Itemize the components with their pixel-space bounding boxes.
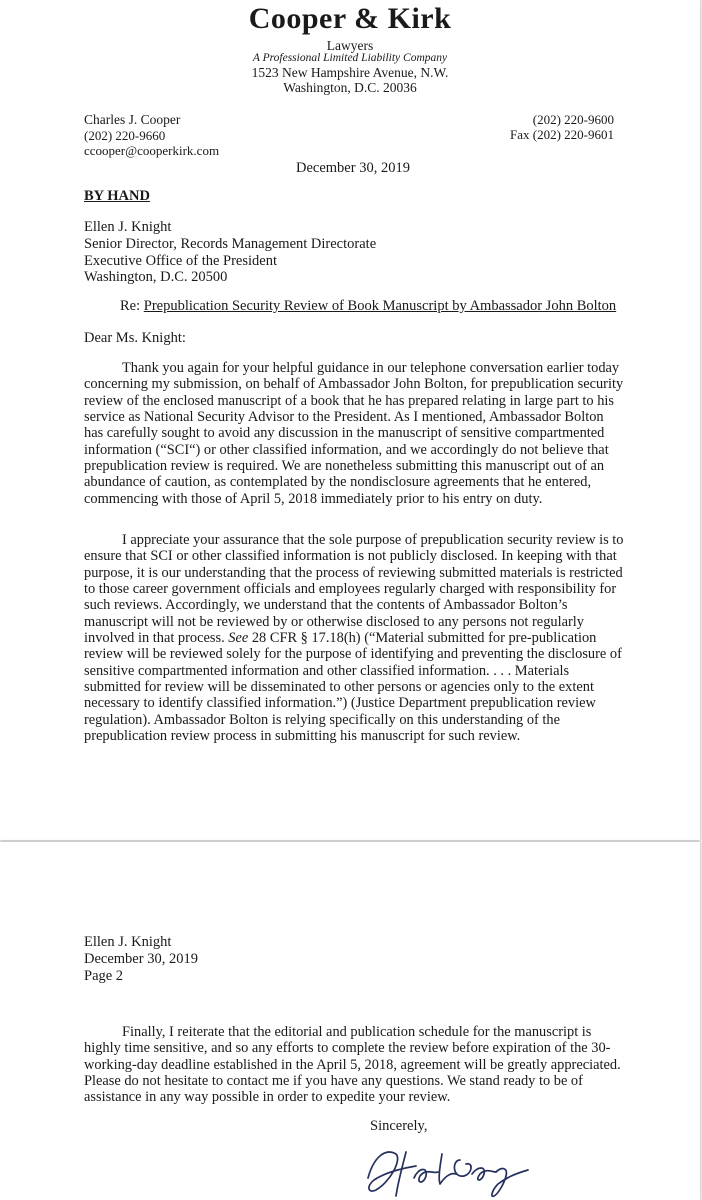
page-number: Page 2 bbox=[84, 968, 124, 984]
subject-prefix: Re: bbox=[120, 298, 144, 314]
closing: Sincerely, bbox=[370, 1118, 428, 1134]
salutation: Dear Ms. Knight: bbox=[84, 330, 186, 346]
recipient-office: Executive Office of the President bbox=[84, 253, 277, 269]
subject-text: Prepublication Security Review of Book Manuscript by Ambassador John Bolton bbox=[143, 298, 617, 314]
body-paragraph-3: Finally, I reiterate that the editorial and publication schedule for the manuscript is highly time sensitive, and so any efforts to complete the review before expiration of the 30-working-day deadline established in the April 5, 2018, agreement will be greatly appreciated. Please do not hesitate to contact me if you have any questions. We stand ready to be of assistance in any way possible in order to expedite your review. bbox=[84, 1024, 621, 1106]
firm-address-line2: Washington, D.C. 20036 bbox=[283, 80, 417, 95]
firm-address-line1: 1523 New Hampshire Avenue, N.W. bbox=[251, 65, 449, 80]
firm-fax: Fax (202) 220-9601 bbox=[510, 127, 614, 142]
firm-entity-type: A Professional Limited Liability Company bbox=[252, 52, 448, 64]
body-paragraph-1: Thank you again for your helpful guidance in our telephone conversation earlier today concerning my submission, on behalf of Ambassador John Bolton, for prepublication security review of the enclosed manuscript of a book that he has prepared relating in large part to his service as National Security Advisor to the President. As I mentioned, Ambassador Bolton has carefully sought to avoid any discussion in the manuscript of sensitive compartmented information (“SCI“) or other classified information, and we accordingly do not believe that prepublication review is required. We are nonetheless submitting this manuscript out of an abundance of caution, as contemplated by the nondisclosure agreements that he entered, commencing with those of April 5, 2018 immediately prior to his entry on duty. bbox=[84, 360, 624, 507]
recipient-title: Senior Director, Records Management Directorate bbox=[84, 236, 377, 252]
see-signal: See bbox=[228, 630, 249, 647]
subject-line bbox=[120, 298, 616, 315]
firm-phone: (202) 220-9600 bbox=[532, 112, 614, 127]
page-2-date: December 30, 2019 bbox=[84, 951, 198, 967]
paragraph-2-part-2: 28 CFR § 17.18(h) (“Material submitted for pre-publication review will be reviewed solely for the purpose of identifying and preventing the disclosure of sensitive compartmented information and other classified information. . . . Materials submitted for review will be disseminated to other persons or agencies only to the extent necessary to identify classified information.”) (Justice Department prepublication review regulation). Ambassador Bolton is relying specifically on this understanding of the prepublication review process in submitting his manuscript for such review. bbox=[84, 630, 622, 745]
sender-email: ccooper@cooperkirk.com bbox=[84, 143, 220, 158]
delivery-method: BY HAND bbox=[84, 188, 150, 204]
firm-name: Cooper & Kirk bbox=[248, 2, 452, 35]
letter-page-2 bbox=[0, 842, 700, 1200]
page-2-recipient: Ellen J. Knight bbox=[84, 934, 172, 950]
signature-image bbox=[356, 1138, 532, 1200]
recipient-city: Washington, D.C. 20500 bbox=[84, 269, 228, 285]
sender-phone: (202) 220-9660 bbox=[84, 128, 166, 143]
firm-subtitle: Lawyers bbox=[326, 38, 374, 53]
body-paragraph-2 bbox=[84, 532, 624, 744]
recipient-name: Ellen J. Knight bbox=[84, 219, 172, 235]
sender-name: Charles J. Cooper bbox=[84, 112, 181, 127]
paragraph-2-part-1: I appreciate your assurance that the sole purpose of prepublication security review is to ensure that SCI or other classified information is not publicly disclosed. In keeping with that purpose, it is our understanding that the process of reviewing submitted materials is restricted to those career government officials and employees regularly charged with responsibility for such reviews. Accordingly, we understand that the contents of Ambassador Bolton’s manuscript will not be reviewed by or otherwise disclosed to any persons not regularly involved in that process. bbox=[84, 532, 624, 647]
letter-date: December 30, 2019 bbox=[296, 160, 410, 176]
